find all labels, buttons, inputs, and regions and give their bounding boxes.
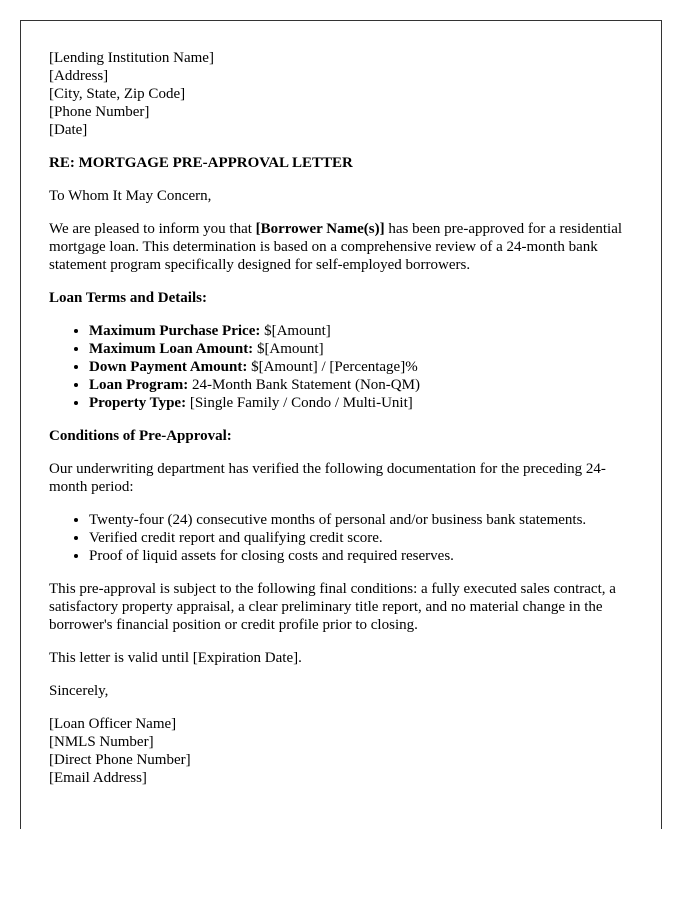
term-label: Property Type: [89, 395, 187, 411]
sender-address-block [49, 49, 634, 139]
sender-name: [Lending Institution Name] [49, 50, 214, 66]
conditions-list [49, 511, 634, 565]
terms-heading: Loan Terms and Details: [49, 290, 207, 306]
loan-officer-name: [Loan Officer Name] [49, 716, 177, 732]
salutation: To Whom It May Concern, [49, 188, 212, 204]
letter-date: [Date] [49, 122, 88, 138]
nmls-number: [NMLS Number] [49, 734, 154, 750]
email-address: [Email Address] [49, 770, 147, 786]
borrower-name: [Borrower Name(s)] [255, 221, 385, 237]
term-value: $[Amount] [253, 341, 324, 357]
sender-city: [City, State, Zip Code] [49, 86, 186, 102]
term-item [89, 340, 634, 358]
intro-text: We are pleased to inform you that [49, 221, 256, 237]
term-value: $[Amount] / [Percentage]% [247, 359, 418, 375]
term-item [89, 358, 634, 376]
subject-text: RE: MORTGAGE PRE-APPROVAL LETTER [49, 155, 353, 171]
term-item [89, 322, 634, 340]
subject-line [49, 154, 634, 172]
term-label: Down Payment Amount: [89, 359, 248, 375]
condition-item: • Verified credit report and qualifying credit score. [89, 529, 634, 547]
condition-item: • Proof of liquid assets for closing costs and required reserves. [89, 547, 634, 565]
terms-list [49, 322, 634, 412]
term-value: 24-Month Bank Statement (Non-QM) [188, 377, 420, 393]
term-value: $[Amount] [260, 323, 331, 339]
sender-phone: [Phone Number] [49, 104, 150, 120]
term-item [89, 376, 634, 394]
closing: Sincerely, [49, 683, 109, 699]
sender-address: [Address] [49, 68, 109, 84]
validity-paragraph: This letter is valid until [Expiration Date]. [49, 650, 302, 666]
intro-paragraph [49, 220, 634, 274]
term-value: [Single Family / Condo / Multi-Unit] [186, 395, 413, 411]
term-item [89, 394, 634, 412]
term-label: Maximum Loan Amount: [89, 341, 254, 357]
term-label: Loan Program: [89, 377, 189, 393]
term-label: Maximum Purchase Price: [89, 323, 261, 339]
letter-page [20, 20, 662, 829]
intro-text-rest: has been pre-approved for a residential mortgage loan. This determination is based on a comprehensive review of a 24-month bank statement program specifically designed for self-employed borrowers. [49, 221, 623, 273]
condition-item: • Twenty-four (24) consecutive months of personal and/or business bank statements. [89, 511, 634, 529]
direct-phone: [Direct Phone Number] [49, 752, 191, 768]
signature-block [49, 715, 634, 787]
conditions-heading: Conditions of Pre-Approval: [49, 428, 232, 444]
final-conditions-paragraph: This pre-approval is subject to the following final conditions: a fully executed sales contract, a satisfactory property appraisal, a clear preliminary title report, and no material change in the borrower's financial position or credit profile prior to closing. [49, 581, 616, 633]
conditions-intro: Our underwriting department has verified the following documentation for the preceding 24-month period: [49, 461, 606, 495]
